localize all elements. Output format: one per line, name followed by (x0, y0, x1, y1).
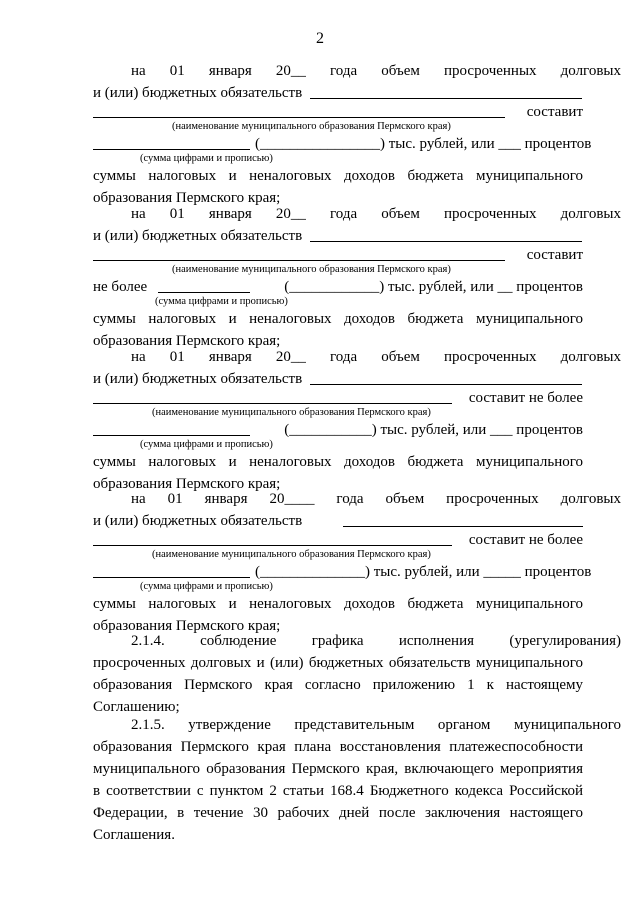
paragraph-line: образования Пермского края согласно приложению 1 к настоящему (93, 677, 583, 693)
fill-in-line (93, 260, 505, 261)
paragraph-line: составит не более (468, 390, 583, 406)
paragraph-line: (___________) тыс. рублей, или ___ процентов (284, 422, 583, 438)
fill-in-line (310, 384, 582, 385)
page-number: 2 (316, 30, 324, 47)
paragraph-line: образования Пермского края; (93, 333, 281, 349)
fill-in-line (158, 292, 250, 293)
fill-in-line (310, 241, 582, 242)
paragraph-line: Соглашению; (93, 699, 180, 715)
paragraph-line: Федерации, в течение 30 рабочих дней после заключения настоящего (93, 805, 583, 821)
paragraph-line: (____________) тыс. рублей, или __ процентов (284, 279, 583, 295)
caption-name: (наименование муниципального образования Пермского края) (172, 264, 451, 275)
fill-in-line (93, 149, 250, 150)
caption-sum: (сумма цифрами и прописью) (140, 153, 273, 164)
paragraph-line: составит (526, 247, 583, 263)
paragraph-line: образования Пермского края; (93, 476, 281, 492)
paragraph-line: составит не более (468, 532, 583, 548)
paragraph-line: Соглашения. (93, 827, 175, 843)
paragraph-line: 2.1.5. утверждение представительным органом муниципального (131, 717, 621, 733)
paragraph-line: 2.1.4. соблюдение графика исполнения (урегулирования) (131, 633, 621, 649)
paragraph-line: и (или) бюджетных обязательств (93, 85, 303, 101)
paragraph-line: и (или) бюджетных обязательств (93, 228, 303, 244)
paragraph-line: суммы налоговых и неналоговых доходов бюджета муниципального (93, 168, 583, 184)
paragraph-line: суммы налоговых и неналоговых доходов бюджета муниципального (93, 596, 583, 612)
caption-sum: (сумма цифрами и прописью) (140, 439, 273, 450)
paragraph-line: на 01 января 20____ года объем просроченных долговых (131, 491, 621, 507)
paragraph-line: (______________) тыс. рублей, или _____ процентов (255, 564, 592, 580)
caption-name: (наименование муниципального образования Пермского края) (152, 407, 431, 418)
paragraph-line: и (или) бюджетных обязательств (93, 513, 303, 529)
caption-sum: (сумма цифрами и прописью) (155, 296, 288, 307)
paragraph-line: суммы налоговых и неналоговых доходов бюджета муниципального (93, 454, 583, 470)
paragraph-line: и (или) бюджетных обязательств (93, 371, 303, 387)
paragraph-line: в соответствии с пунктом 2 статьи 168.4 Бюджетного кодекса Российской (93, 783, 583, 799)
paragraph-line: на 01 января 20__ года объем просроченных долговых (131, 349, 621, 365)
fill-in-line (93, 403, 452, 404)
fill-in-line (93, 545, 452, 546)
paragraph-line: муниципального образования Пермского края, включающего мероприятия (93, 761, 583, 777)
caption-name: (наименование муниципального образования Пермского края) (152, 549, 431, 560)
paragraph-line: не более (93, 279, 148, 295)
paragraph-line: (________________) тыс. рублей, или ___ процентов (255, 136, 592, 152)
paragraph-line: составит (526, 104, 583, 120)
fill-in-line (93, 577, 250, 578)
fill-in-line (93, 435, 250, 436)
fill-in-line (310, 98, 582, 99)
paragraph-line: образования Пермского края; (93, 618, 281, 634)
caption-sum: (сумма цифрами и прописью) (140, 581, 273, 592)
paragraph-line: суммы налоговых и неналоговых доходов бюджета муниципального (93, 311, 583, 327)
fill-in-line (343, 526, 583, 527)
paragraph-line: на 01 января 20__ года объем просроченных долговых (131, 206, 621, 222)
paragraph-line: образования Пермского края плана восстановления платежеспособности (93, 739, 583, 755)
paragraph-line: образования Пермского края; (93, 190, 281, 206)
caption-name: (наименование муниципального образования Пермского края) (172, 121, 451, 132)
fill-in-line (93, 117, 505, 118)
paragraph-line: на 01 января 20__ года объем просроченных долговых (131, 63, 621, 79)
paragraph-line: просроченных долговых и (или) бюджетных обязательств муниципального (93, 655, 583, 671)
